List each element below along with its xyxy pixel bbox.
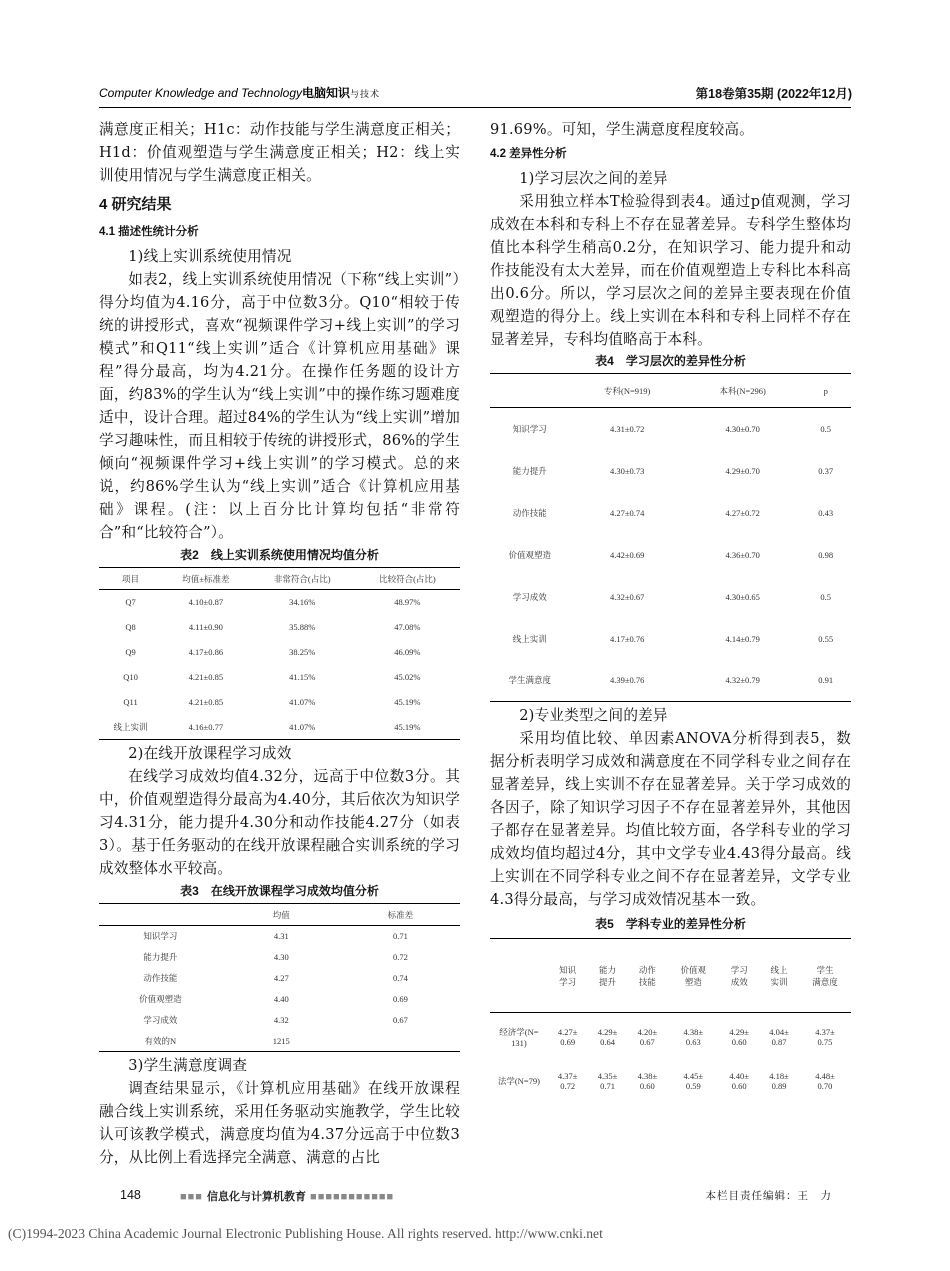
table-cell: 0.5 [820,591,832,602]
table-cell [719,1013,759,1061]
header-line: 知识 [559,964,577,975]
table2-header: 项目 [122,573,140,584]
paragraph-level: 采用独立样本T检验得到表4。通过p值观测，学习成效在本科和专科上不存在显著差异。专科学生整体均值比本科学生稍高0.2分，在知识学习、能力提升和动作技能没有太大差异，而在价值观塑造上专科比本科高出0.6分。所以，学习层次之间的差异主要表现在价值观塑造的得分上。线上实训在本科和专科上同样不存在显著差异，专科均值略高于本科。 [490,193,851,348]
table-cell: 4.31±0.72 [609,423,645,434]
header-line: 塑造 [684,976,702,987]
table-cell: 4.30±0.65 [725,591,760,602]
table-cell: 4.31 [273,931,289,942]
intro-paragraph: 满意度正相关；H1c：动作技能与学生满意度正相关；H1d：价值观塑造与学生满意度正相关；H2：线上实训使用情况与学生满意度正相关。 [99,121,460,184]
table3-caption: 表3 在线开放课程学习成效均值分析 [180,884,379,898]
table5-header [588,939,628,1013]
section-heading-4-2: 4.2 差异性分析 [490,148,567,160]
table-row [99,690,460,715]
table-cell [490,1061,548,1101]
table-row [99,926,460,947]
continued-paragraph: 91.69%。可知，学生满意度程度较高。 [490,121,754,138]
table-row [99,590,460,615]
cell-line: 法学(N=79) [497,1075,540,1086]
running-header-journal [99,84,380,101]
table-cell: 知识学习 [512,423,547,434]
table3 [99,903,460,1052]
section-heading-4-1: 4.1 描述性统计分析 [99,226,199,238]
cell-line: 4.38± [637,1070,658,1081]
table-cell: 45.02% [394,672,421,682]
table-cell: 0.71 [392,931,408,942]
journal-en: Computer Knowledge and Technology [99,86,303,100]
table2 [99,567,460,740]
table-cell: 0.74 [392,973,408,983]
running-header-issue: 第18卷第35期 (2022年12月) [695,87,852,101]
table-row [490,618,851,660]
table-cell: 4.17±0.86 [188,647,224,657]
table-cell [548,1013,588,1061]
table-row [99,640,460,665]
table-cell [759,1061,799,1101]
table-row [490,534,851,576]
table-cell: 0.67 [392,1015,408,1025]
table-cell: 4.29±0.70 [725,465,760,476]
subheading-usage: 1)线上实训系统使用情况 [128,248,292,265]
cell-line: 0.64 [600,1036,615,1047]
table-cell: Q9 [125,647,136,657]
cell-line: 4.18± [769,1070,789,1081]
editor-credit: 本栏目责任编辑：王 力 [705,1190,832,1202]
table4-caption: 表4 学习层次的差异性分析 [595,354,746,368]
cell-line: 0.69 [560,1036,576,1047]
table4-header: 本科(N=296) [719,385,766,396]
cell-line: 0.89 [771,1080,787,1091]
paragraph-usage: 如表2，线上实训系统使用情况（下称“线上实训”）得分均值为4.16分，高于中位数3分。Q10“相较于传统的讲授形式，喜欢“视频课件学习+线上实训”的学习模式”和Q11“线上实训”适合《计算机应用基础》课程”得分最高，均为4.21分。在操作任务题的设计方面，约83%的学生认为“线上实训”中的操作练习题难度适中，设计合理。超过84%的学生认为“线上实训”增加学习趣味性，而且相较于传统的讲授形式，86%的学生倾向“视频课件学习+线上实训”的学习模式。总的来说，约86%学生认为“线上实训”适合《计算机应用基础》课程。(注：以上百分比计算均包括“非常符合”和“比较符合”）。 [99,271,460,541]
cell-line: 0.67 [639,1036,655,1047]
subheading-satisfaction: 3)学生满意度调查 [128,1057,248,1074]
table-cell: 4.10±0.87 [188,597,224,608]
table-row [99,968,460,989]
table-cell: 35.88% [289,622,316,632]
table3-header: 标准差 [387,909,414,920]
table-cell: 0.43 [818,507,834,518]
table-cell: 4.17±0.76 [609,633,645,644]
table-cell: 4.32 [273,1015,289,1025]
cell-line: 0.60 [731,1080,747,1091]
copyright-notice: (C)1994-2023 China Academic Journal Electronic Publishing House. All rights reserved. http://www.cnki.net [8,1226,603,1241]
table-cell: 4.32±0.67 [609,591,645,602]
table2-header: 比较符合(占比) [379,573,436,584]
table-cell: 4.30±0.70 [725,423,760,434]
table-cell: Q7 [125,597,136,608]
table-cell: 4.32±0.79 [725,675,760,686]
table5-header [667,939,719,1013]
table-cell: 4.27±0.72 [725,507,760,518]
cell-line: 0.63 [685,1036,701,1047]
table-cell: 4.27±0.74 [609,507,645,518]
table5-header [627,939,667,1013]
cell-line: 4.35± [597,1070,618,1081]
cell-line: 0.87 [771,1036,787,1047]
table-cell [341,1031,460,1052]
table5-header [719,939,759,1013]
table-cell: 0.37 [818,465,834,476]
journal-cn-suffix: 与技术 [350,89,381,99]
table-cell [588,1013,628,1061]
cell-line: 0.75 [817,1036,833,1047]
cell-line: 0.59 [685,1080,701,1091]
table-cell [627,1013,667,1061]
table-cell: 4.30 [273,952,289,962]
paragraph-major: 采用均值比较、单因素ANOVA分析得到表5，数据分析表明学习成效和满意度在不同学科专业之间存在显著差异，线上实训不存在显著差异。关于学习成效的各因子，除了知识学习因子不存在显著差异外，其他因子都存在显著差异。均值比较方面，各学科专业的学习成效均值均超过4分，其中文学专业4.43得分最高。线上实训在不同学科专业之间不存在显著差异，文学专业4.3得分最高，与学习成效情况基本一致。 [490,730,851,908]
cell-line: 131) [511,1037,527,1048]
table-cell: 41.07% [289,697,316,707]
divider-dots: ■■■ [180,1191,207,1203]
table-row [99,1031,460,1052]
header-line: 学习 [730,964,748,975]
table4-header [490,374,569,408]
header-line: 满意度 [812,976,838,987]
table-cell: 0.55 [818,633,834,644]
cell-line: 0.72 [560,1080,576,1091]
cell-line: 4.04± [769,1026,789,1037]
header-line: 价值观 [680,964,707,975]
table-cell: 价值观塑造 [139,994,182,1004]
left-column [99,118,460,1169]
table-cell: 能力提升 [143,952,178,962]
cell-line: 0.60 [639,1080,655,1091]
table-row [490,660,851,702]
table-cell [627,1061,667,1101]
table-cell: 有效的N [144,1035,177,1046]
section-heading-4: 4 研究结果 [99,196,172,213]
table-cell: 38.25% [289,647,316,657]
header-line: 线上 [770,964,788,975]
table-cell [667,1013,719,1061]
header-line: 学习 [559,976,577,987]
table3-header [99,904,222,926]
table-cell: Q11 [123,697,138,707]
section-footer [180,1188,394,1204]
table-cell: 能力提升 [512,465,547,476]
header-line: 提升 [599,976,617,987]
cell-line: 经济学(N= [499,1026,539,1037]
table4 [490,373,851,702]
table-cell: 0.72 [392,952,408,962]
table-cell [588,1061,628,1101]
table2-header: 均值±标准差 [182,573,230,584]
table-row [490,1061,851,1101]
cell-line: 4.27± [557,1026,578,1037]
cell-line: 0.71 [600,1080,615,1091]
table-cell [490,1013,548,1061]
table-cell: 0.98 [818,549,834,560]
table4-header: 专科(N=919) [603,385,651,396]
table-cell: 0.91 [818,675,834,686]
paragraph-outcome: 在线学习成效均值4.32分，远高于中位数3分。其中，价值观塑造得分最高为4.40分，其后依次为知识学习4.31分，能力提升4.30分和动作技能4.27分（如表3）。基于任务驱动的在线开放课程融合实训系统的学习成效整体水平较高。 [99,768,460,877]
table-cell: 4.27 [273,973,289,983]
table-row [99,665,460,690]
table-cell: 知识学习 [143,931,178,942]
journal-cn: 电脑知识 [302,86,351,100]
table-cell: 4.36±0.70 [725,549,760,560]
table-cell [799,1013,851,1061]
table-cell: 4.40 [273,994,289,1004]
table5 [490,938,851,1101]
subheading-outcome: 2)在线开放课程学习成效 [128,745,292,762]
table2-caption: 表2 线上实训系统使用情况均值分析 [180,548,379,562]
table-cell [667,1061,719,1101]
table4-header: p [823,385,828,396]
table-cell [719,1061,759,1101]
header-line: 能力 [599,964,617,975]
cell-line: 4.20± [637,1026,658,1037]
table3-header: 均值 [272,909,290,920]
table-cell: 47.08% [394,622,421,632]
table-cell: Q8 [125,622,136,632]
table-row [490,408,851,450]
header-line: 学生 [816,964,834,975]
table-cell: 4.21±0.85 [188,697,224,707]
table-row [490,450,851,492]
table-row [99,615,460,640]
table-row [490,492,851,534]
cell-line: 4.37± [557,1070,578,1081]
right-column [490,118,851,1101]
table-cell: 4.14±0.79 [725,633,760,644]
table-cell [799,1061,851,1101]
cell-line: 4.45± [683,1070,704,1081]
table5-header [548,939,588,1013]
table-cell: 41.15% [289,672,316,682]
table-cell: 41.07% [289,721,316,732]
cell-line: 4.37± [815,1026,835,1037]
table2-header: 非常符合(占比) [273,573,331,584]
table-cell: 46.09% [394,647,421,657]
table5-caption: 表5 学科专业的差异性分析 [595,917,746,931]
table-cell: 学习成效 [143,1015,178,1025]
table-cell: 4.16±0.77 [188,721,224,732]
table-cell [759,1013,799,1061]
table-cell: 4.39±0.76 [609,675,645,686]
table-cell: 动作技能 [143,973,178,983]
table-row [99,989,460,1010]
table-cell: 1215 [272,1035,290,1046]
cell-line: 4.40± [729,1070,749,1081]
table-cell: 4.21±0.85 [188,672,224,682]
table-row [99,947,460,968]
table-row [99,1010,460,1031]
table-cell: 4.30±0.73 [609,465,645,476]
cell-line: 4.29± [597,1026,618,1037]
header-line: 成效 [730,976,748,987]
divider-dots: ■■■■■■■■■■■ [306,1191,395,1203]
cell-line: 4.38± [683,1026,704,1037]
table-cell: 价值观塑造 [508,549,551,560]
table-cell: 0.69 [392,994,408,1004]
table-cell: 45.19% [394,721,421,732]
table-cell: 48.97% [394,597,421,608]
table-cell: 线上实训 [113,721,148,732]
table-cell: 45.19% [394,697,421,707]
table-cell: Q10 [123,672,138,682]
table-row [490,576,851,618]
table-cell: 动作技能 [512,507,547,518]
cell-line: 4.48± [815,1070,835,1081]
table5-header [799,939,851,1013]
subheading-major: 2)专业类型之间的差异 [519,707,668,724]
table-cell [548,1061,588,1101]
table-cell: 0.5 [820,423,832,434]
table-row [99,715,460,740]
header-line: 实训 [770,976,788,987]
table-cell: 线上实训 [512,633,547,644]
table-cell: 4.42±0.69 [609,549,645,560]
page-number: 148 [120,1188,141,1202]
cell-line: 4.29± [729,1026,749,1037]
subheading-level: 1)学习层次之间的差异 [519,170,668,187]
cell-line: 0.60 [731,1036,747,1047]
table-cell: 学习成效 [512,591,547,602]
table-cell: 4.11±0.90 [188,622,223,632]
table-cell: 34.16% [289,597,316,608]
table5-header [490,939,548,1013]
table-cell: 学生满意度 [508,675,551,686]
table-row [490,1013,851,1061]
header-rule [99,107,851,108]
header-line: 动作 [638,964,656,975]
header-line: 技能 [638,976,656,987]
cell-line: 0.70 [817,1080,833,1091]
section-footer-label: 信息化与计算机教育 [207,1191,306,1203]
table5-header [759,939,799,1013]
paragraph-satisfaction: 调查结果显示，《计算机应用基础》在线开放课程融合线上实训系统，采用任务驱动实施教学，学生比较认可该教学模式，满意度均值为4.37分远高于中位数3分，从比例上看选择完全满意、满意的占比 [99,1080,460,1166]
